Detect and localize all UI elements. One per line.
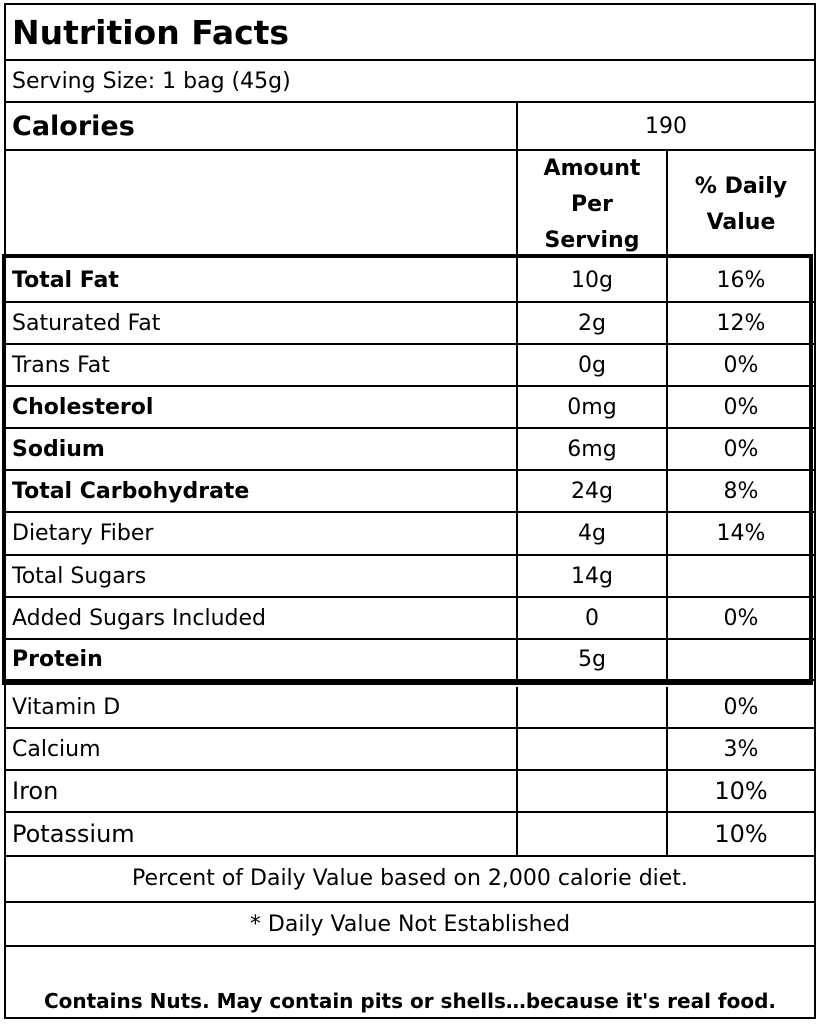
nutrient-row bbox=[6, 303, 814, 345]
nutrient-row bbox=[6, 556, 814, 598]
vitamin-row bbox=[6, 813, 814, 857]
nutrient-amount: 0 bbox=[585, 605, 599, 631]
header-daily-value: % Daily Value bbox=[694, 174, 788, 235]
nutrient-name: Added Sugars Included bbox=[12, 605, 266, 631]
nutrient-row bbox=[6, 429, 814, 471]
nutrient-amount: 2g bbox=[578, 310, 606, 336]
nutrient-amount: 10g bbox=[571, 267, 613, 293]
vitamin-row bbox=[6, 771, 814, 813]
nutrient-name: Total Carbohydrate bbox=[12, 478, 250, 504]
title-row bbox=[6, 5, 814, 61]
vitamin-daily-value: 10% bbox=[714, 820, 768, 848]
nutrition-label bbox=[4, 3, 816, 1019]
serving-size-row bbox=[6, 61, 814, 103]
disclaimer: Contains Nuts. May contain pits or shells…because it's real food. bbox=[43, 989, 777, 1013]
calories-label: Calories bbox=[12, 110, 135, 142]
header-amount: Amount Per Serving bbox=[543, 156, 641, 253]
header-row bbox=[6, 151, 814, 259]
nutrient-amount: 6mg bbox=[567, 436, 617, 462]
nutrient-amount: 4g bbox=[578, 521, 606, 546]
nutrient-name: Cholesterol bbox=[12, 394, 154, 420]
nutrient-row bbox=[6, 345, 814, 387]
nutrient-row bbox=[6, 259, 814, 303]
nutrient-row bbox=[6, 640, 814, 681]
footnote-not-established: * Daily Value Not Established bbox=[249, 911, 571, 937]
calories-row bbox=[6, 103, 814, 151]
nutrient-name: Sodium bbox=[12, 436, 105, 462]
vitamin-name: Iron bbox=[12, 777, 59, 805]
disclaimer-row bbox=[6, 947, 814, 1017]
nutrient-amount: 14g bbox=[571, 563, 613, 589]
nutrient-name: Trans Fat bbox=[12, 352, 110, 378]
nutrient-daily-value: 0% bbox=[723, 352, 759, 378]
nutrient-name: Total Fat bbox=[12, 267, 119, 293]
nutrient-name: Total Sugars bbox=[12, 563, 147, 589]
vitamin-name: Calcium bbox=[12, 736, 101, 762]
nutrient-name: Saturated Fat bbox=[12, 310, 161, 336]
nutrient-row bbox=[6, 513, 814, 556]
nutrient-daily-value: 16% bbox=[716, 267, 766, 293]
nutrient-daily-value: 0% bbox=[723, 436, 759, 462]
vitamin-daily-value: 3% bbox=[723, 736, 759, 762]
nutrient-row bbox=[6, 598, 814, 640]
nutrient-daily-value: 0% bbox=[723, 394, 759, 420]
vitamin-row bbox=[6, 729, 814, 771]
nutrient-amount: 0mg bbox=[567, 394, 617, 420]
calories-value: 190 bbox=[645, 113, 687, 139]
vitamin-row bbox=[6, 687, 814, 729]
nutrient-name: Protein bbox=[12, 647, 103, 672]
nutrient-row bbox=[6, 387, 814, 429]
nutrient-daily-value: 0% bbox=[723, 605, 759, 631]
nutrient-amount: 0g bbox=[578, 352, 606, 378]
vitamin-name: Potassium bbox=[12, 820, 135, 848]
serving-size: Serving Size: 1 bag (45g) bbox=[12, 68, 291, 94]
label-title: Nutrition Facts bbox=[12, 12, 290, 52]
nutrient-daily-value: 8% bbox=[723, 478, 759, 504]
footnote-daily-value: Percent of Daily Value based on 2,000 calorie diet. bbox=[132, 865, 688, 891]
nutrient-amount: 5g bbox=[578, 647, 606, 672]
nutrient-daily-value: 14% bbox=[716, 521, 766, 546]
vitamin-daily-value: 0% bbox=[723, 694, 759, 720]
vitamin-daily-value: 10% bbox=[714, 777, 768, 805]
vitamin-name: Vitamin D bbox=[12, 694, 121, 720]
nutrient-daily-value: 12% bbox=[716, 310, 766, 336]
footnote-not-established-row bbox=[6, 903, 814, 947]
footnote-daily-value-row bbox=[6, 855, 814, 903]
nutrient-name: Dietary Fiber bbox=[12, 521, 154, 546]
nutrient-amount: 24g bbox=[571, 478, 613, 504]
nutrient-row bbox=[6, 471, 814, 513]
